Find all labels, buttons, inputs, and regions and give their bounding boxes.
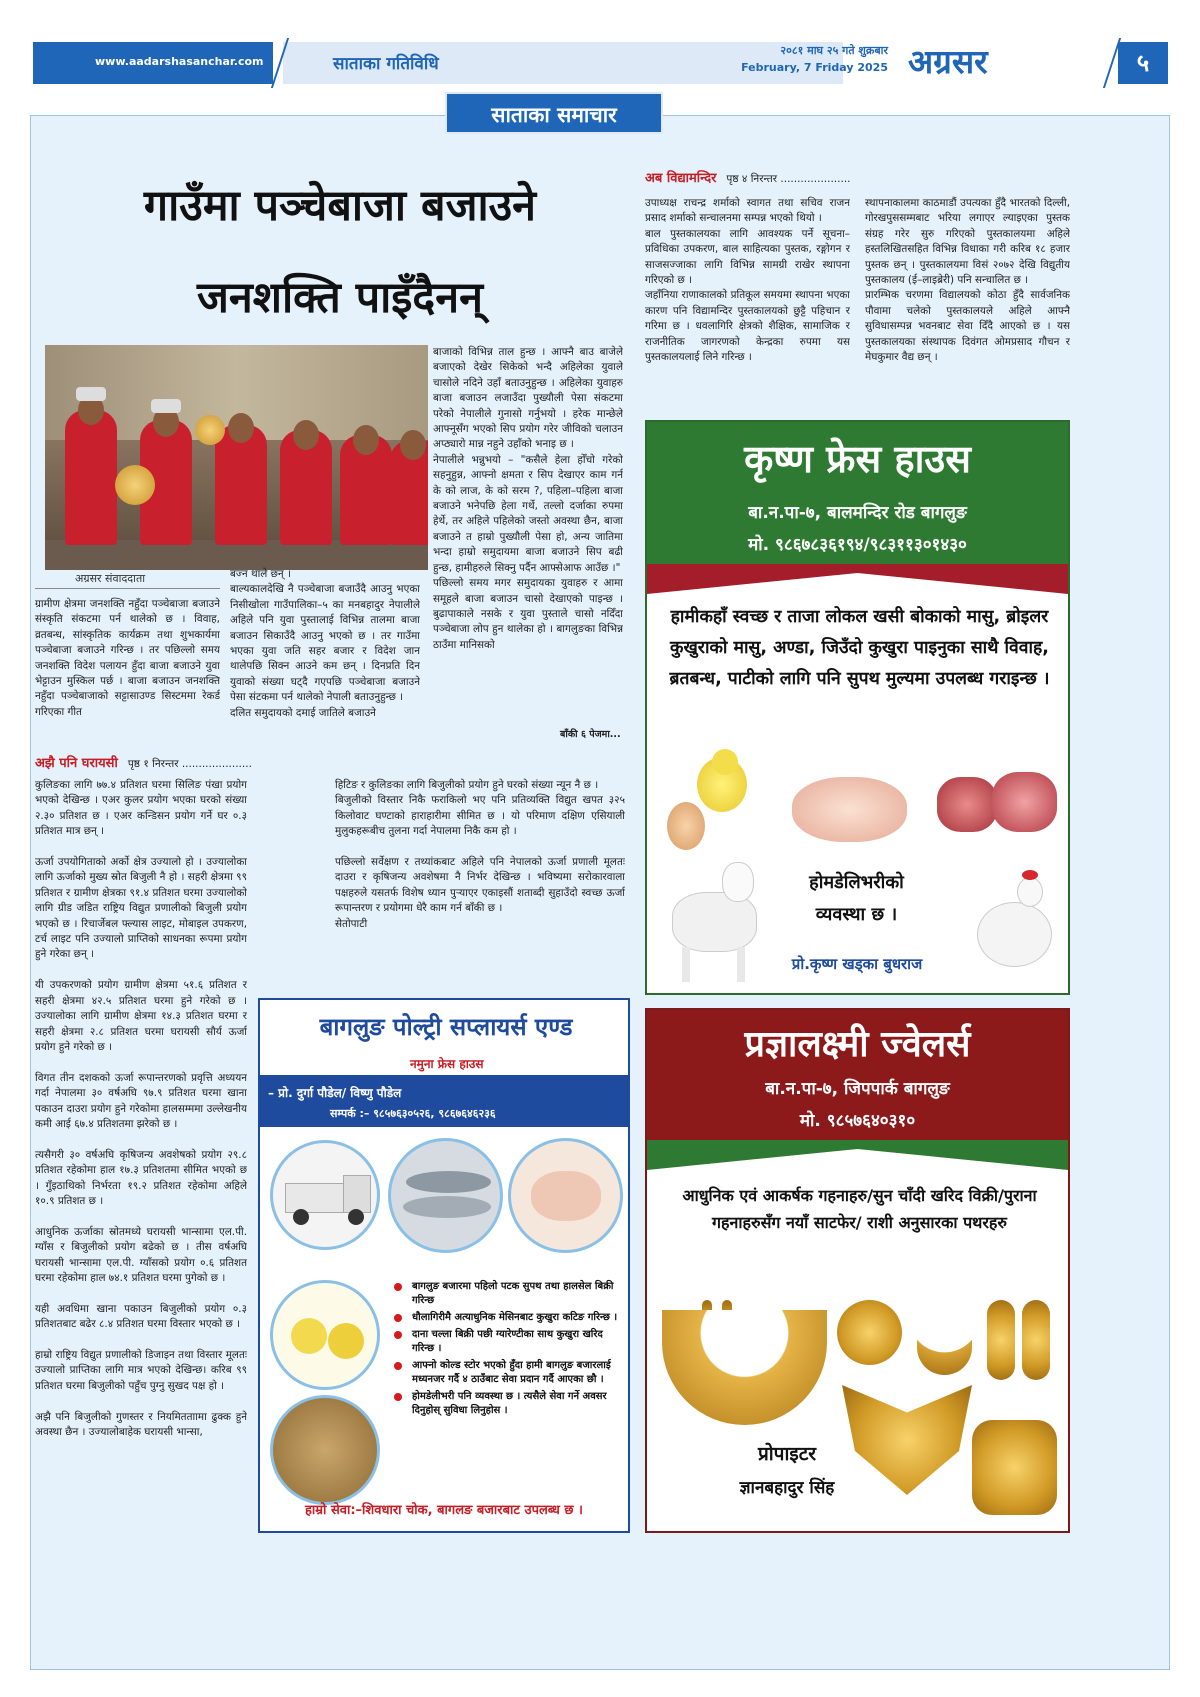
list-item: आफ्नो कोल्ड स्टोर भएको हुँदा हामी बागलुङ बजारलाई मध्यनजर गर्दै ४ ठाउँबाट सेवा प्रदान गर्दै आएका छौ । [402,1359,624,1387]
masthead [33,38,1168,88]
jhumka-earring-icon [987,1300,1015,1380]
ad-title: प्रज्ञालक्ष्मी ज्वेलर्स [744,1023,971,1065]
story2-col-2: स्थापनाकालमा काठमाडौं उपत्यका हुँदै भारतको दिल्ली, गोरखपुससम्मबाट भरिया लगाएर ल्याइएका पुस्तक संग्रह गरेर सुरु गरिएको पुस्तकालयमा अहिले हस्तलिखितसहित विभिन्न विधाका गरी करिब १८ हजार पुस्तक छन् । पुस्तकालयमा विसं २०७२ देखि विद्युतीय पुस्तकालय (ई–लाइब्रेरी) पनि सन्चालित छ । प्रारम्भिक चरणमा विद्यालयको कोठा हुँदै सार्वजनिक पौवामा चलेको पुस्तकालयले अहिले आफ्नै सुविधासम्पन्न भवनबाट सेवा दिँदै आएको छ । यस पुस्तकालयका संस्थापक दिवंगत ओमप्रसाद गौचन र मेघकुमार वैद्य छन् । [865,197,1070,364]
story3-col-2: हिटिङ र कुलिङका लागि बिजुलीको प्रयोग हुने घरको संख्या न्यून नै छ । बिजुलीको विस्तार निकै फराकिलो भए पनि प्रतिव्यक्ति विद्युत खपत ३२५ किलोवाट घण्टाको हाराहारीमा सीमित छ । यो परिमाण दक्षिण एसियाली मुलुकहरूबीच तुलना गर्दा नेपालमा निकै कम हो । पछिल्लो सर्वेक्षण र तथ्यांकबाट अहिले पनि नेपालको ऊर्जा प्रणाली मूलतः दाउरा र कृषिजन्य अवशेषमा नै निर्भर देखिन्छ । भविष्यमा सरोकारवाला पक्षहरुले यसतर्फ विशेष ध्यान पुर्‍याएर एकाइसौं शताब्दी सुहाउँदो स्वच्छ ऊर्जा रूपान्तरण र प्रयोगमा धेरै काम गर्न बाँकी छ । सेतोपाटी [335,779,625,930]
divider [35,588,220,589]
chicken-meat-icon [782,757,917,852]
date-english: February, 7 Friday 2025 [741,61,888,74]
story3-col-1: कुलिङका लागि ७७.४ प्रतिशत घरमा सिलिङ पंखा प्रयोग भएको देखिन्छ । एअर कुलर प्रयोग भएका घरको संख्या २.३० प्रतिशत छ । एअर कन्डिसन प्रयोग गर्ने घर ०.३ प्रतिशत मात्र छन् । ऊर्जा उपयोगिताको अर्को क्षेत्र उज्यालो हो । उज्यालोका लागि ऊर्जाको मुख्य स्रोत बिजुली नै हो । सहरी क्षेत्रमा ९९ प्रतिशत र ग्रामीण क्षेत्रका ९१.४ प्रतिशत घरमा उज्यालोको लागि ग्रीड जडित राष्ट्रिय विद्युत प्रणालीको बिजुली प्रयोग भएको छ । रिचार्जेबल फ्ल्यास लाइट, मोबाइल उपकरण, टर्च लाइट पनि उज्यालो प्राप्तिको साधनका रूपमा प्रयोग हुने गरेका छन् । यी उपकरणको प्रयोग ग्रामीण क्षेत्रमा ५१.६ प्रतिशत र सहरी क्षेत्रमा ४२.५ प्रतिशत घरमा हुने गरेको छ । उज्यालोका लागि ग्रामीण क्षेत्रमा १४.३ प्रतिशत घरमा र सहरी क्षेत्रमा २.८ प्रतिशत घरमा घरायसी सौर्य ऊर्जा प्रयोग हुने गरेको छ । विगत तीन दशकको ऊर्जा रूपान्तरणको प्रवृत्ति अध्ययन गर्दा नेपालमा ३० वर्षअघि ९७.९ प्रतिशत घरमा खाना पकाउन दाउरा प्रयोग हुने गरेकोमा हालसम्ममा उल्लेखनीय कमी आई ६७.४ प्रतिशतमा झरेको छ । त्यसैगरी ३० वर्षअघि कृषिजन्य अवशेषको प्रयोग २९.८ प्रतिशत रहेकोमा हाल १७.३ प्रतिशतमा सीमित भएको छ । गुँइठाथिको निर्भरता १९.२ प्रतिशत रहेकोमा अहिले १०.९ प्रतिशत छ । आधुनिक ऊर्जाका स्रोतमध्ये घरायसी भान्सामा एल.पी. ग्याँस र बिजुलीको प्रयोग बढेको छ । तीस वर्षअघि घरायसी भान्सामा एल.पी. ग्याँसको प्रयोग ०.६ प्रतिशत घरमा रहेकोमा हाल ७४.१ प्रतिशत घरमा पुगेको छ । यही अवधिमा खाना पकाउन बिजुलीको प्रयोग ०.३ प्रतिशतबाट बढेर ८.४ प्रतिशत घरमा विस्तार भएको छ । हाम्रो राष्ट्रिय विद्युत प्रणालीको डिजाइन तथा विस्तार मूलतः उज्यालो प्राप्तिका लागि मात्र भएको देखिन्छ। करिब ९९ प्रतिशत घरमा बिजुलीको पहुँच पुग्नु सुखद पक्ष हो । अझै पनि बिजुलीको गुणस्तर र नियमितताामा ढुक्क हुने अवस्था छैन । उज्यालोबाहेक घरायसी भान्सा, [35,779,247,1439]
ad-title: बागलुङ पोल्ट्री सप्लायर्स एण्ड [319,1012,573,1041]
home-delivery-note: होमडेलिभरीको व्यवस्था छ । [809,872,904,925]
issue-date [723,42,888,76]
pendant-chain-icon [917,1310,972,1375]
continued-from: पृष्ठ १ निरन्तर ..................... [127,758,252,770]
main-story-col-3: बाजाको विभिन्न ताल हुन्छ । आफ्नै बाउ बाजेले बजाएको देखेर सिकेको भन्दै अहिलेका युवाले चासोले नदिने उहाँ बताउनुहुन्छ । अहिलेका युवाहरु बाजा बजाउन लजाउँदा पुख्यौली पेसा संकटमा परेको नेपालीले गुनासो गर्नुभयो । हरेक मान्छेले आफ्नूसँग भएको सिप प्रयोग गरेर जीविको चलाउन अप्ठ्यारो मान्न नहुने उहाँको भनाइ छ । नेपालीले भन्नुभयो – "कसैले हेला होँचो गरेको सहनुहुन्न, आफ्नो क्षमता र सिप देखाएर काम गर्न के को लाज, के को सरम ?, पहिला–पहिला बाजा बजाउने भनेपछि हेला गर्थे, तल्लो दर्जाका रुपमा हेर्थे, तर अहिले पहिलेको जस्तो अवस्था छैन, बाजा बजाउने त हाम्रो पुख्यौली पेसा हो, अन्य जातिमा भन्दा हाम्रो समुदायमा बाजा बजाउने सिप बढी हुन्छ, हामीहरुले सिक्नु पर्दैन आफ्सेआफ आउँछ ।" पछिल्लो समय मगर समुदायका युवाहरु र आमा समूहले बाजा बजाउन चासो देखाएको पाइन्छ । बुढापाकाले नसके र युवा पुस्ताले चासो नदिँदा पञ्चेबाजा लोप हुन थालेका हो । बागलुङका विभिन्न ठाउँमा मानिसको [433,346,623,651]
section-tab: साताका समाचार [445,92,663,134]
story3-title: अझै पनि घरायसी पृष्ठ १ निरन्तर ..................... [35,756,252,771]
ring-icon [837,1300,902,1365]
date-nepali: २०८१ माघ २५ गते शुक्रबार [780,44,888,57]
page-number: ५ [1118,42,1168,84]
proprietor-name: ज्ञानबहादुर सिंह [739,1478,835,1498]
main-story-col-1: ग्रामीण क्षेत्रमा जनशक्ति नहुँदा पञ्चेबाजा बजाउने संस्कृति संकटमा पर्न थालेको छ । विवाह, व्रतबन्ध, सांस्कृतिक कार्यक्रम तथा शुभकार्यमा पञ्चेबाजा बजाउने गरिन्छ । तर पछिल्लो समय जनशक्ति विदेश पलायन हुँदा बाजा बजाउने युवा भेट्टाउन मुस्किल पर्छ । बाजा बजाउन जनशक्ति नहुँदा पञ्चेबाजाको सट्टासाउण्ड सिस्टममा रेकर्ड गरिएका गीत [35,598,220,718]
ad-body: आधुनिक एवं आकर्षक गहनाहरु/सुन चाँदी खरिद विक्री/पुराना गहनाहरुसँग नयाँ साटफेर/ राशी अनुसारका पथरहरु [682,1186,1037,1232]
list-item: बागलुङ बजारमा पहिलो पटक सुपथ तथा हालसेल बिक्री गरिन्छ [402,1280,624,1308]
ad-body: हामीकहाँ स्वच्छ र ताजा लोकल खसी बोकाको मासु, ब्रोइलर कुखुराको मासु, अण्डा, जिउँदो कुखुरा पाइनुका साथै विवाह, ब्रतबन्ध, पाटीको लागि पनि सुपथ मुल्यमा उपलब्ध गराइन्छ । [669,607,1050,689]
ad-footer: हाम्रो सेवा:–शिवधारा चोक, बागलङ बजारबाट उपलब्ध छ । [305,1503,583,1518]
ad-phone[interactable]: मो. ९८६७८३६१९४/९८३११३०१४३० [748,535,967,555]
ad-proprietor: प्रो.कृष्ण खड्का बुधराज [791,955,923,973]
headline-line-1: गाउँमा पञ्चेबाजा बजाउने [143,181,537,231]
list-item: होमडेलीभरी पनि व्यवस्था छ । त्यसैले सेवा गर्ने अवसर दिनुहोस् सुविधा लिनुहोस । [402,1390,624,1418]
ad-phone[interactable]: सम्पर्क :– ९८५७६३०५२६, ९८६७६४६२३६ [330,1107,496,1120]
ad-proprietor: – प्रो. दुर्गा पौडेल/ विष्णु पौडेल [268,1086,402,1100]
hen-icon [967,867,1062,987]
section-name: साताका गतिविधि [333,54,439,74]
poultry-feed-icon [270,1395,380,1505]
chick-egg-icon [657,747,767,857]
panche-baja-photo [45,345,428,570]
list-item: दाना चल्ला बिक्री पछी ग्यारेण्टीका साथ कुखुरा खरिद गरिन्छ । [402,1328,624,1356]
main-headline [60,160,620,344]
list-item: धौलागिरीमै अत्याधुनिक मेसिनबाट कुखुरा कटिङ गरिन्छ । [402,1311,624,1325]
newspaper-logo: अग्रसर [908,42,988,81]
site-url-bar [33,42,273,84]
mutton-meat-icon [932,757,1062,852]
gents-ring-icon [972,1420,1057,1515]
main-story-col-2: बज्न थाले छन् । बाल्यकालदेखि नै पञ्चेबाजा बजाउँदै आउनु भएका निसीखोला गाउँपालिका–५ का मनबहादुर नेपालीले अहिले पनि युवा पुस्तालाई विभिन्न तालमा बाजा बजाउन सिकाउँदै आउनु भएको छ । तर गाउँमा भएका युवा जति सहर बजार र विदेश जान थालेपछि सिक्न आउने कम छन् । दिनप्रति दिन युवाको संख्या घट्दै गएपछि पञ्चेबाजा बजाउने पेसा संटकमा पर्न थालेको नेपाली बताउनुहुन्छ । दलित समुदायको दमाई जातिले बजाउने [230,568,420,719]
pickup-truck-icon [270,1140,380,1250]
necklace-icon [662,1310,827,1425]
byline: अग्रसर संवाददाता [75,572,146,585]
ad-subtitle: नमुना फ्रेस हाउस [410,1057,484,1071]
ad-phone[interactable]: मो. ९८५७६४०३१० [799,1111,916,1131]
story2-title: अब विद्यामन्दिर पृष्ठ ४ निरन्तर ..................... [645,171,851,186]
ad-address: बा.न.पा-७, बालमन्दिर रोड बागलुङ [748,503,967,523]
site-url[interactable]: www.aadarshasanchar.com [95,55,264,68]
fish-icon [388,1138,503,1253]
ad-address: बा.न.पा-७, जिपपार्क बागलुङ [765,1079,950,1099]
chicks-icon [270,1280,380,1390]
story2-col-1: उपाध्यक्ष राचन्द्र शर्माको स्वागत तथा सचिव राजन प्रसाद शर्माको सन्चालनमा सम्पन्न भएको थियो । बाल पुस्तकालयका लागि आवश्यक पर्ने सूचना–प्रविधिका उपकरण, बाल साहित्यका पुस्तक, रङ्गोगन र साजसज्जाका लागि विभिन्न सामग्री राखेर स्थापना गरिएको छ । जहाँनिया राणाकालको प्रतिकूल समयमा स्थापना भएका कारण पनि विद्यामन्दिर पुस्तकालयको छुट्टै पहिचान र गरिमा छ । धवलागिरि क्षेत्रको शैक्षिक, सामाजिक र राजनीतिक जागरणको केन्द्रका रुपमा यस पुस्तकालयलाई लिने गरिन्छ । [645,197,850,364]
continued-from: पृष्ठ ४ निरन्तर ..................... [726,173,851,185]
ad-pragyalaxmi-jewellers[interactable] [645,1008,1070,1533]
jhumka-earring-icon [1022,1300,1050,1380]
proprietor-label: प्रोपाइटर [757,1443,817,1465]
chicken-leg-icon [508,1138,623,1253]
ad-title: कृष्ण फ्रेस हाउस [744,436,971,481]
headline-line-2: जनशक्ति पाइँदैनन् [197,273,483,323]
ad-krishna-fresh-house[interactable] [645,420,1070,995]
continued-note[interactable]: बाँकी ६ पेजमा... [560,729,621,740]
ad-service-list [402,1280,624,1421]
ad-baglung-poultry[interactable] [258,998,630,1533]
